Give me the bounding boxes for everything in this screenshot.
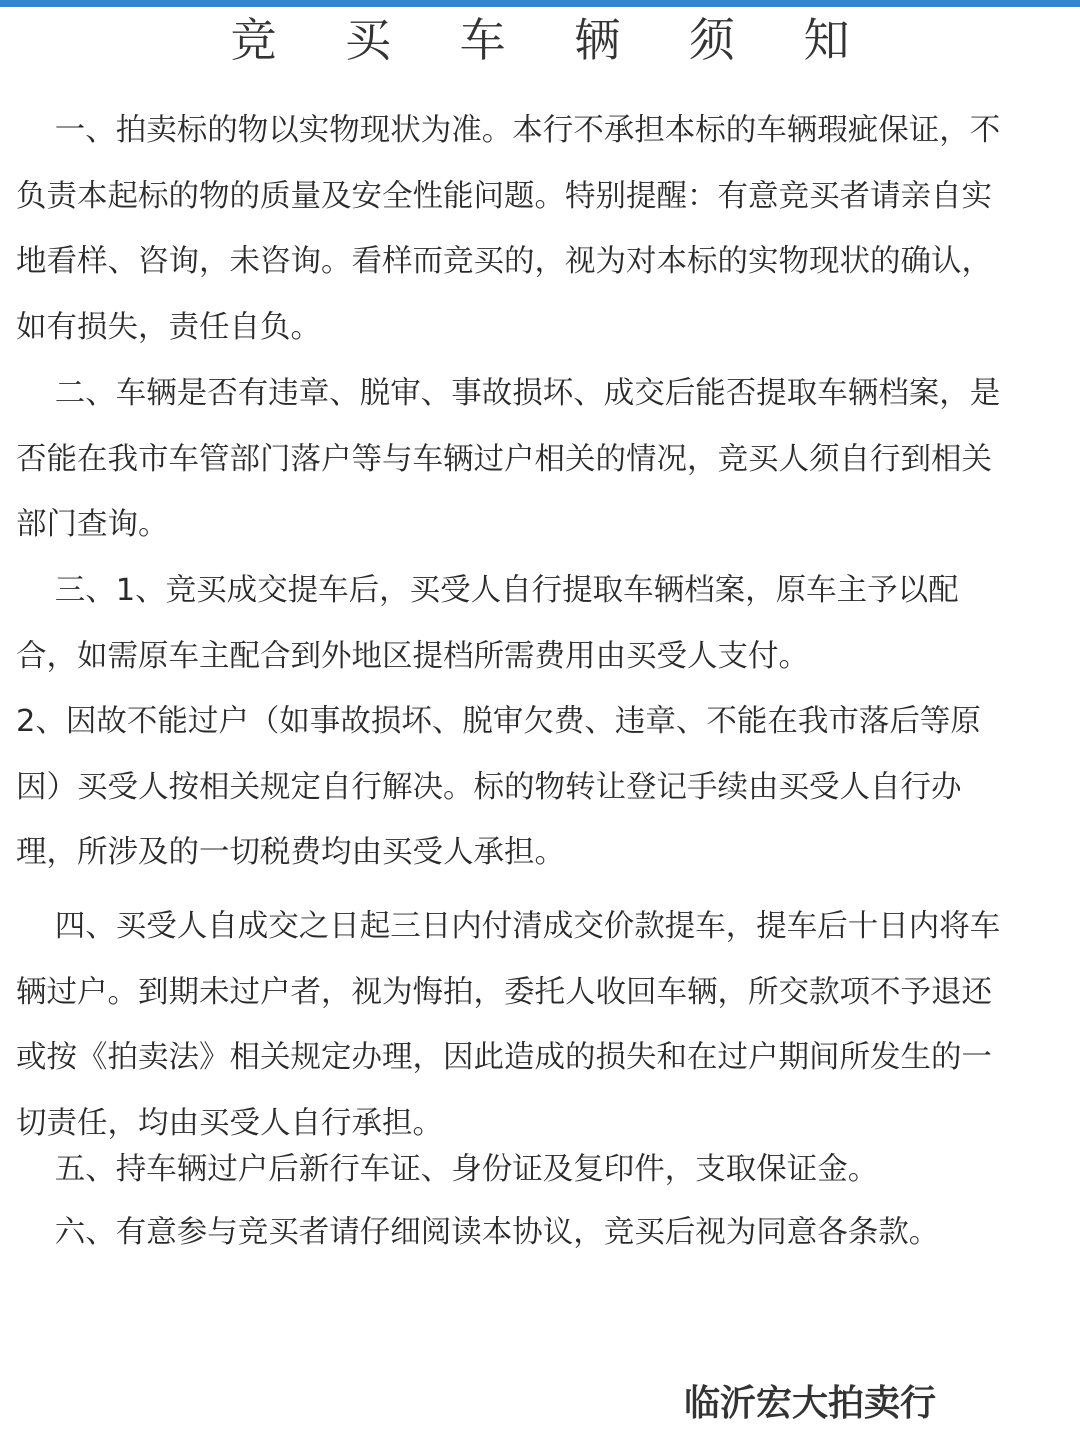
document-title: 竞 买 车 辆 须 知 [230,13,877,67]
top-accent-bar [0,0,1080,7]
signature-company: 临沂宏大拍卖行 [684,1383,937,1424]
paragraph-3: 三、1、竞买成交提车后，买受人自行提取车辆档案，原车主予以配合，如需原车主配合到外地区提档所需费用由买受人支付。 2、因故不能过户（如事故损坏、脱审欠费、违章、不能在我市落后等原因）买受人按相关规定自行解决。标的物转让登记手续由买受人自行办理，所涉及的一切税费均由买受人承担。 [16,573,981,870]
paragraph-6: 六、有意参与竞买者请仔细阅读本协议，竞买后视为同意各条款。 [16,1215,940,1250]
paragraph-5: 五、持车辆过户后新行车证、身份证及复印件，支取保证金。 [16,1152,879,1187]
paragraph-4: 四、买受人自成交之日起三日内付清成交价款提车，提车后十日内将车辆过户。到期未过户者，视为悔拍，委托人收回车辆，所交款项不予退还或按《拍卖法》相关规定办理，因此造成的损失和在过户期间所发生的一切责任，均由买受人自行承担。 [16,909,1001,1141]
paragraph-1: 一、拍卖标的物以实物现状为准。本行不承担本标的车辆瑕疵保证，不负责本起标的物的质量及安全性能问题。特别提醒：有意竞买者请亲自实地看样、咨询，未咨询。看样而竞买的，视为对本标的实物现状的确认，如有损失，责任自负。 [16,113,1001,345]
paragraph-2: 二、车辆是否有违章、脱审、事故损坏、成交后能否提取车辆档案，是否能在我市车管部门落户等与车辆过户相关的情况，竞买人须自行到相关部门查询。 [16,376,1001,542]
